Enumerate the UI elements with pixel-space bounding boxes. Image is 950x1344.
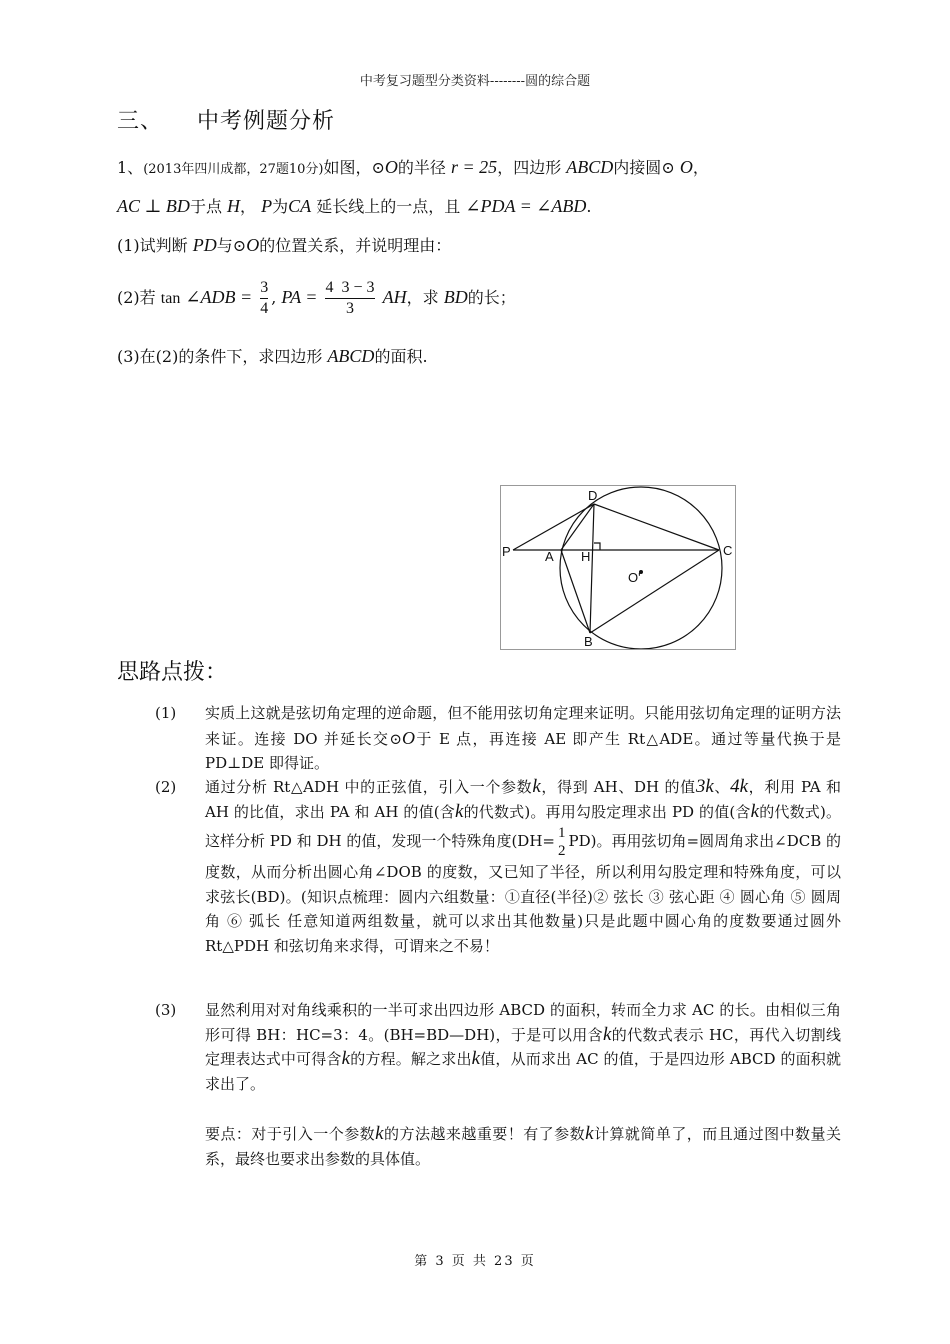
hint-text [205, 701, 841, 776]
circle-symbol: ⊙ [661, 158, 675, 177]
math-o: O [384, 157, 398, 177]
math-k: k [585, 1123, 594, 1144]
right-angle-mark [594, 543, 600, 550]
text: 显然利用对对角线乘积的一半可求出四边形 ABCD 的面积，转而全力求 AC 的长。由相似三角形可得 BH：HC=3：4。(BH=BD—DH)，于是可以用含 [205, 1001, 841, 1044]
text: 通过分析 Rt△ADH 中的正弦值，引入一个参数 [205, 778, 533, 796]
hint-index: (3) [155, 1001, 177, 1019]
text: 于点 [189, 197, 222, 216]
radius-expr: r = 25 [451, 157, 498, 177]
line-da [561, 504, 594, 550]
frac-den: 4 [260, 300, 269, 317]
problem-line-2: AC ⊥ BD于点 H， P为CA 延长线上的一点，且 ∠PDA = ∠ABD. [117, 196, 592, 216]
label-a: A [545, 549, 554, 564]
frac-den: 3 [346, 300, 354, 317]
label-d: D [588, 488, 598, 503]
hints-title: 思路点拨： [117, 660, 228, 685]
tan-fraction [260, 278, 268, 319]
math-k: k [454, 800, 464, 822]
section-title [117, 104, 335, 135]
math-o: O [402, 727, 415, 748]
pa-fraction [325, 278, 374, 319]
math-k: k [341, 1048, 351, 1069]
page-header: 中考复习题型分类资料--------圆的综合题 [359, 74, 591, 89]
text: 计算就简单了，而且通过图中数量关系，最终也要求出参数的具体值。 [205, 1125, 841, 1168]
math-angle-eq: ∠PDA = ∠ABD [465, 196, 587, 216]
text: 的位置关系，并说明理由： [259, 236, 452, 255]
text: (2)若 [117, 288, 156, 307]
hint-item-1 [155, 701, 845, 775]
math-4k: 4k [730, 776, 749, 797]
text: (1)试判断 [117, 236, 188, 255]
key-point [155, 1122, 845, 1172]
frac-num: 3 [260, 278, 268, 299]
hint-text [205, 998, 841, 1096]
math-h: H [227, 196, 241, 216]
label-h: H [581, 549, 591, 564]
geometry-figure [500, 485, 736, 650]
text: 延长线上的一点，且 [316, 197, 461, 216]
line-pd [513, 504, 594, 550]
section-heading: 中考例题分析 [197, 109, 336, 134]
text: ，得到 AH、DH 的值 [540, 778, 696, 796]
text: 的长； [467, 288, 516, 307]
hint-text [205, 775, 841, 958]
frac-den: 2 [557, 843, 566, 859]
text: ，四边形 [497, 158, 562, 177]
math-angle-adb: ∠ADB = [185, 287, 253, 307]
label-o: O' [628, 570, 641, 585]
figure-svg [501, 486, 735, 649]
line-bc [590, 550, 719, 633]
text: 要点：对于引入一个参数 [205, 1125, 376, 1143]
text: PD)。再用弦切角=圆周角求出∠DCB 的度数，从而分析出圆心角∠DOB 的度数，又已知了半径，所以利用勾股定理和特殊角度，可以求弦长(BD)。(知识点梳理：圆内六组数量：①直径(半径)② 弦长 ③ 弦心距 ④ 圆心角 ⑤ 圆周角 ⑥ 弧长 任意知道两组数量，就可以求出其他数量)只是此题中圆心角的度数要通过圆外 Rt△PDH 和弦切角来求得，可谓来之不易！ [205, 832, 841, 955]
hint-index: (2) [155, 778, 177, 796]
text: 为 [272, 197, 289, 216]
problem-part-2: (2)若 tan ∠ADB = $\frac{3}{4}$ , PA = $\frac{4 3 - 3}{3}$ AH，求 BD的长； [117, 279, 516, 317]
text: 内接圆 [613, 158, 662, 177]
text: 的代数式)。再用勾股定理求出 PD 的值(含 [463, 802, 751, 821]
text: 如图， [323, 158, 372, 177]
text: 、 [713, 778, 731, 796]
math-3k: 3k [695, 776, 714, 797]
math-k: k [375, 1123, 384, 1144]
text: 的半径 [397, 158, 446, 177]
label-b: B [584, 634, 593, 649]
hint-index: (1) [155, 704, 177, 722]
math-o: O [246, 235, 260, 255]
text: ， [692, 158, 709, 177]
math-abcd: ABCD [566, 157, 614, 177]
text: (3)在(2)的条件下，求四边形 [117, 347, 323, 366]
text: 的代数式表示 HC，再代入切割线定理表达式中可得含 [205, 1025, 841, 1068]
hint-item-2 [155, 775, 845, 995]
half-fraction [558, 824, 566, 860]
key-text [205, 1122, 841, 1171]
math-abcd: ABCD [327, 346, 375, 366]
problem-line-1 [117, 155, 709, 178]
problem-part-3 [117, 344, 428, 367]
math-bd: BD [443, 287, 468, 307]
tan-label: tan [160, 290, 181, 307]
circle-o [560, 487, 722, 649]
math-ac-perp-bd: AC ⊥ BD [117, 196, 190, 216]
math-k: k [532, 776, 541, 797]
math-ah: AH [382, 287, 407, 307]
math-k: k [602, 1023, 612, 1045]
math-ca: CA [288, 196, 312, 216]
text: 的方法越来越重要！有了参数 [383, 1125, 586, 1143]
text: ， [240, 197, 257, 216]
circle-symbol: ⊙ [232, 236, 247, 255]
text: 的方程。解之求出 [350, 1050, 472, 1068]
text: 的面积. [374, 347, 428, 366]
hint-item-3 [155, 998, 845, 1098]
label-p: P [502, 544, 511, 559]
problem-part-1 [117, 233, 451, 256]
frac-num: 1 [557, 825, 566, 841]
text: 与 [216, 236, 233, 255]
text: ，利用 PA 和 AH 的比值，求出 PA 和 AH 的值(含 [205, 778, 841, 821]
circle-symbol: ⊙ [389, 729, 402, 748]
math-pd: PD [192, 235, 217, 255]
problem-source: (2013年四川成都，27题10分) [143, 162, 324, 177]
math-p: P [261, 196, 273, 216]
section-number: 三、 [117, 109, 164, 134]
circle-symbol: ⊙ [371, 158, 385, 177]
text: 的代数式)。这样分析 PD 和 DH 的值，发现一个特殊角度(DH= [205, 802, 841, 850]
text: 值，从而求出 AC 的值，于是四边形 ABCD 的面积就求出了。 [205, 1050, 841, 1093]
line-dc [594, 504, 719, 550]
text: ，求 [406, 288, 439, 307]
math-pa-eq: PA = [281, 287, 318, 307]
text: 于 E 点，再连接 AE 即产生 Rt△ADE。通过等量代换于是 PD⊥DE 即得证。 [205, 729, 841, 772]
math-o: O [679, 157, 693, 177]
math-k: k [471, 1048, 481, 1069]
frac-num: 4 3 − 3 [325, 278, 374, 299]
text: 实质上这就是弦切角定理的逆命题，但不能用弦切角定理来证明。只能用弦切角定理的证明方法来证。连接 DO 并延长交 [205, 704, 841, 748]
label-c: C [723, 543, 733, 558]
line-db [590, 504, 594, 633]
page-footer: 第 3 页 共 23 页 [414, 1254, 536, 1269]
problem-number: 1、 [117, 158, 144, 177]
math-k: k [750, 800, 760, 822]
